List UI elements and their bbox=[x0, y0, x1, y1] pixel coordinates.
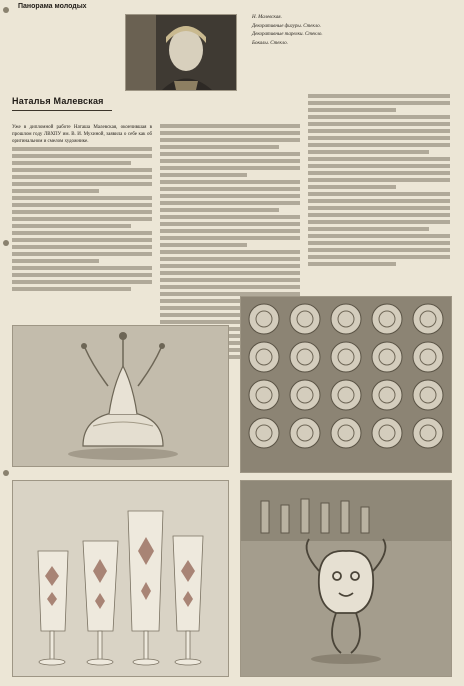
text-line bbox=[160, 187, 300, 191]
text-line bbox=[12, 287, 131, 291]
text-line bbox=[160, 222, 300, 226]
text-line bbox=[160, 257, 300, 261]
text-line bbox=[308, 122, 450, 126]
text-line bbox=[308, 94, 450, 98]
text-line bbox=[12, 231, 152, 235]
text-line bbox=[12, 196, 152, 200]
text-line bbox=[12, 266, 152, 270]
text-line bbox=[160, 278, 300, 282]
text-line bbox=[160, 208, 279, 212]
text-line bbox=[12, 189, 99, 193]
text-line bbox=[12, 203, 152, 207]
text-line bbox=[308, 227, 429, 231]
portrait-image bbox=[126, 15, 236, 90]
caption-line: Декоративные фигуры. Стекло. bbox=[252, 23, 321, 29]
text-line bbox=[160, 159, 300, 163]
text-line bbox=[12, 252, 152, 256]
glass-figure-image bbox=[13, 326, 228, 466]
text-line bbox=[160, 124, 300, 128]
text-line bbox=[308, 220, 450, 224]
decorative-plate bbox=[249, 342, 279, 372]
text-line bbox=[160, 243, 247, 247]
text-line bbox=[308, 150, 429, 154]
text-line bbox=[160, 166, 300, 170]
text-line bbox=[308, 248, 450, 252]
text-line bbox=[160, 236, 300, 240]
text-line bbox=[12, 238, 152, 242]
text-line bbox=[160, 215, 300, 219]
decorative-plate bbox=[249, 380, 279, 410]
decorative-plate bbox=[290, 304, 320, 334]
text-line bbox=[160, 152, 300, 156]
decorative-plates-photo bbox=[240, 296, 452, 473]
text-line bbox=[160, 131, 300, 135]
caption-line: Бокалы. Стекло. bbox=[252, 40, 288, 46]
text-line bbox=[308, 115, 450, 119]
decorative-plate bbox=[331, 380, 361, 410]
text-line bbox=[160, 173, 247, 177]
caption-line: Декоративные тарелки. Стекло. bbox=[252, 32, 323, 37]
decorative-plate bbox=[331, 418, 361, 448]
article-column-left bbox=[12, 124, 152, 294]
article-opening: Уже в дипломной работе Наташа Малевская, окончившая в прошлом году ЛВХПУ им. В. И. Мухиной, заявила о себе как об оригинальном и смелом художнике. bbox=[12, 125, 152, 144]
text-line bbox=[308, 185, 396, 189]
decorative-plate bbox=[413, 304, 443, 334]
text-line bbox=[12, 154, 152, 158]
text-line bbox=[308, 234, 450, 238]
text-line bbox=[308, 101, 450, 105]
text-line bbox=[308, 136, 450, 140]
decorative-plate bbox=[331, 304, 361, 334]
text-line bbox=[160, 194, 300, 198]
text-line bbox=[12, 217, 152, 221]
text-line bbox=[12, 280, 152, 284]
section-label: Панорама молодых bbox=[18, 3, 87, 10]
whimsical-figure-photo bbox=[240, 480, 452, 677]
decorative-plate bbox=[413, 342, 443, 372]
text-line bbox=[160, 201, 300, 205]
decorative-plate bbox=[249, 304, 279, 334]
text-line bbox=[12, 182, 152, 186]
text-line bbox=[308, 213, 450, 217]
glass-figure-photo bbox=[12, 325, 229, 467]
article-column-right bbox=[308, 94, 450, 269]
text-line bbox=[308, 206, 450, 210]
binder-hole bbox=[3, 470, 9, 476]
text-line bbox=[308, 129, 450, 133]
text-line bbox=[160, 271, 300, 275]
text-line bbox=[12, 168, 152, 172]
decorative-plate bbox=[413, 418, 443, 448]
decorative-plate bbox=[290, 380, 320, 410]
decorative-plate bbox=[372, 380, 402, 410]
decorative-plate bbox=[372, 418, 402, 448]
text-line bbox=[308, 171, 450, 175]
text-line bbox=[160, 285, 300, 289]
text-line bbox=[12, 147, 152, 151]
text-line bbox=[12, 175, 152, 179]
binder-hole bbox=[3, 7, 9, 13]
author-rule bbox=[12, 110, 112, 111]
article-author: Наталья Малевская bbox=[12, 96, 104, 106]
goblets-image bbox=[13, 481, 228, 676]
text-line bbox=[12, 210, 152, 214]
text-line bbox=[308, 164, 450, 168]
text-line bbox=[308, 192, 450, 196]
decorative-plates-image bbox=[241, 297, 451, 472]
text-line bbox=[308, 108, 396, 112]
text-line bbox=[160, 138, 300, 142]
text-line bbox=[12, 273, 152, 277]
text-line bbox=[308, 241, 450, 245]
text-line bbox=[12, 259, 99, 263]
text-line bbox=[308, 143, 450, 147]
whimsical-figure-image bbox=[241, 481, 451, 676]
goblets-photo bbox=[12, 480, 229, 677]
binder-hole bbox=[3, 240, 9, 246]
text-line bbox=[160, 145, 279, 149]
text-line bbox=[160, 250, 300, 254]
text-line bbox=[12, 245, 152, 249]
text-line bbox=[160, 229, 300, 233]
text-line bbox=[308, 255, 450, 259]
decorative-plate bbox=[290, 418, 320, 448]
decorative-plate bbox=[413, 380, 443, 410]
text-line bbox=[160, 180, 300, 184]
text-line bbox=[160, 264, 300, 268]
text-line bbox=[12, 224, 131, 228]
decorative-plate bbox=[372, 304, 402, 334]
artist-portrait-photo bbox=[125, 14, 237, 91]
text-line bbox=[308, 262, 396, 266]
decorative-plate bbox=[331, 342, 361, 372]
text-line bbox=[12, 161, 131, 165]
text-line bbox=[308, 178, 450, 182]
decorative-plate bbox=[372, 342, 402, 372]
caption-line: Н. Малевская. bbox=[252, 15, 282, 20]
decorative-plate bbox=[249, 418, 279, 448]
text-line bbox=[308, 199, 450, 203]
text-line bbox=[308, 157, 450, 161]
decorative-plate bbox=[290, 342, 320, 372]
photo-caption bbox=[252, 14, 402, 48]
